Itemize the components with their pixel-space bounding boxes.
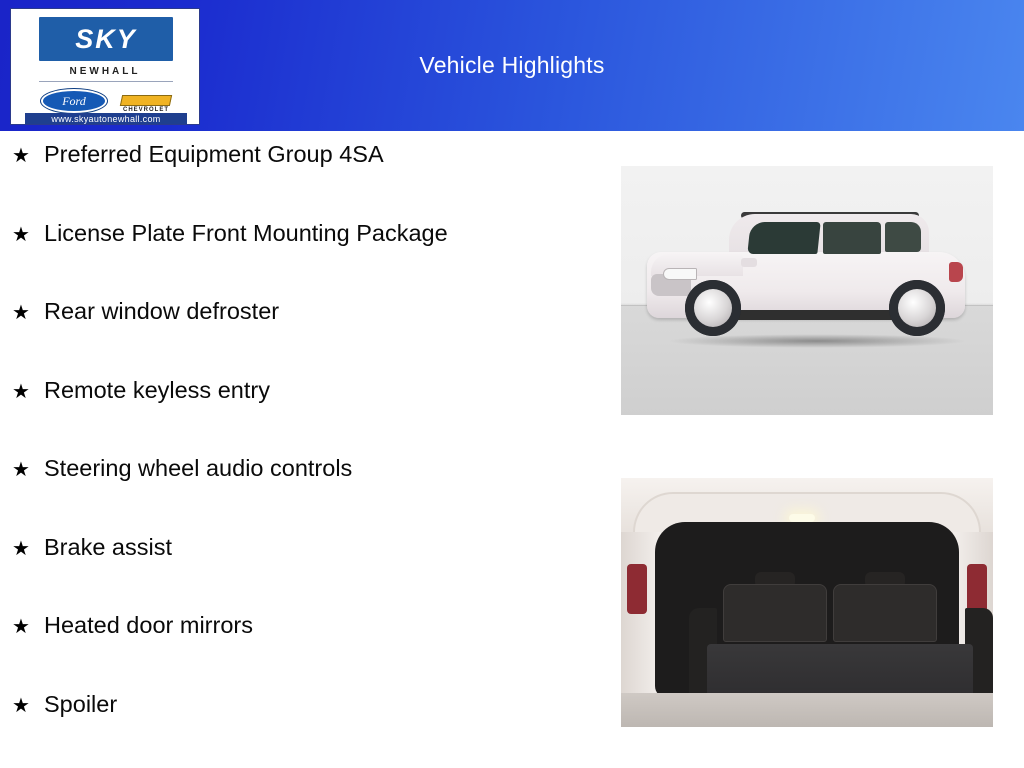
feature-label: Preferred Equipment Group 4SA (44, 141, 384, 167)
dealer-website-text: www.skyautonewhall.com (51, 114, 161, 124)
bowtie-shape (120, 95, 172, 106)
logo-brand-text: SKY (75, 24, 137, 54)
right-seat-back (833, 584, 937, 642)
star-icon: ★ (12, 459, 30, 481)
left-taillight (627, 564, 647, 614)
feature-label: Heated door mirrors (44, 612, 253, 638)
front-door-window (823, 222, 881, 254)
star-icon: ★ (12, 616, 30, 638)
star-icon: ★ (12, 145, 30, 167)
feature-label: Brake assist (44, 533, 172, 560)
star-icon: ★ (12, 694, 30, 717)
list-item (0, 221, 600, 300)
vehicle-shadow (667, 334, 967, 348)
cargo-light-icon (789, 514, 815, 522)
star-icon: ★ (12, 302, 30, 324)
feature-label: Steering wheel audio controls (44, 455, 353, 481)
vehicle-exterior-photo (621, 166, 993, 415)
right-taillight (967, 564, 987, 614)
suv-illustration (637, 206, 981, 356)
list-item (0, 535, 600, 614)
list-item (0, 378, 600, 457)
rear-door-window (885, 222, 921, 252)
star-icon: ★ (12, 537, 30, 560)
logo-divider (39, 81, 173, 82)
star-icon: ★ (12, 223, 30, 246)
side-mirror (741, 258, 757, 267)
windshield (747, 222, 820, 254)
feature-label: Rear window defroster (44, 298, 280, 324)
rear-wheel (889, 280, 945, 336)
list-item (0, 299, 600, 378)
page-title: Vehicle Highlights (419, 52, 605, 78)
feature-label: Remote keyless entry (44, 376, 270, 403)
cargo-opening (655, 522, 959, 698)
logo-location-text: NEWHALL (69, 66, 141, 77)
dealer-logo (10, 8, 200, 125)
list-item (0, 613, 600, 692)
star-icon: ★ (12, 380, 30, 403)
list-item (0, 456, 600, 535)
ford-label: Ford (62, 94, 86, 108)
dealer-website-bar (25, 113, 187, 125)
feature-label: Spoiler (44, 690, 118, 717)
ford-oval-icon (41, 89, 107, 113)
headlight (663, 268, 697, 280)
front-wheel (685, 280, 741, 336)
feature-label: License Plate Front Mounting Package (44, 219, 448, 246)
ground-surface (621, 693, 993, 727)
feature-list (0, 142, 600, 768)
list-item (0, 142, 600, 221)
logo-sky-badge (37, 15, 175, 63)
chevrolet-bowtie-icon (117, 91, 175, 111)
chevrolet-label: CHEVROLET (122, 107, 169, 113)
slide-header (0, 0, 1024, 131)
taillight (949, 262, 963, 282)
vehicle-cargo-area-photo (621, 478, 993, 727)
list-item (0, 692, 600, 768)
left-seat-back (723, 584, 827, 642)
